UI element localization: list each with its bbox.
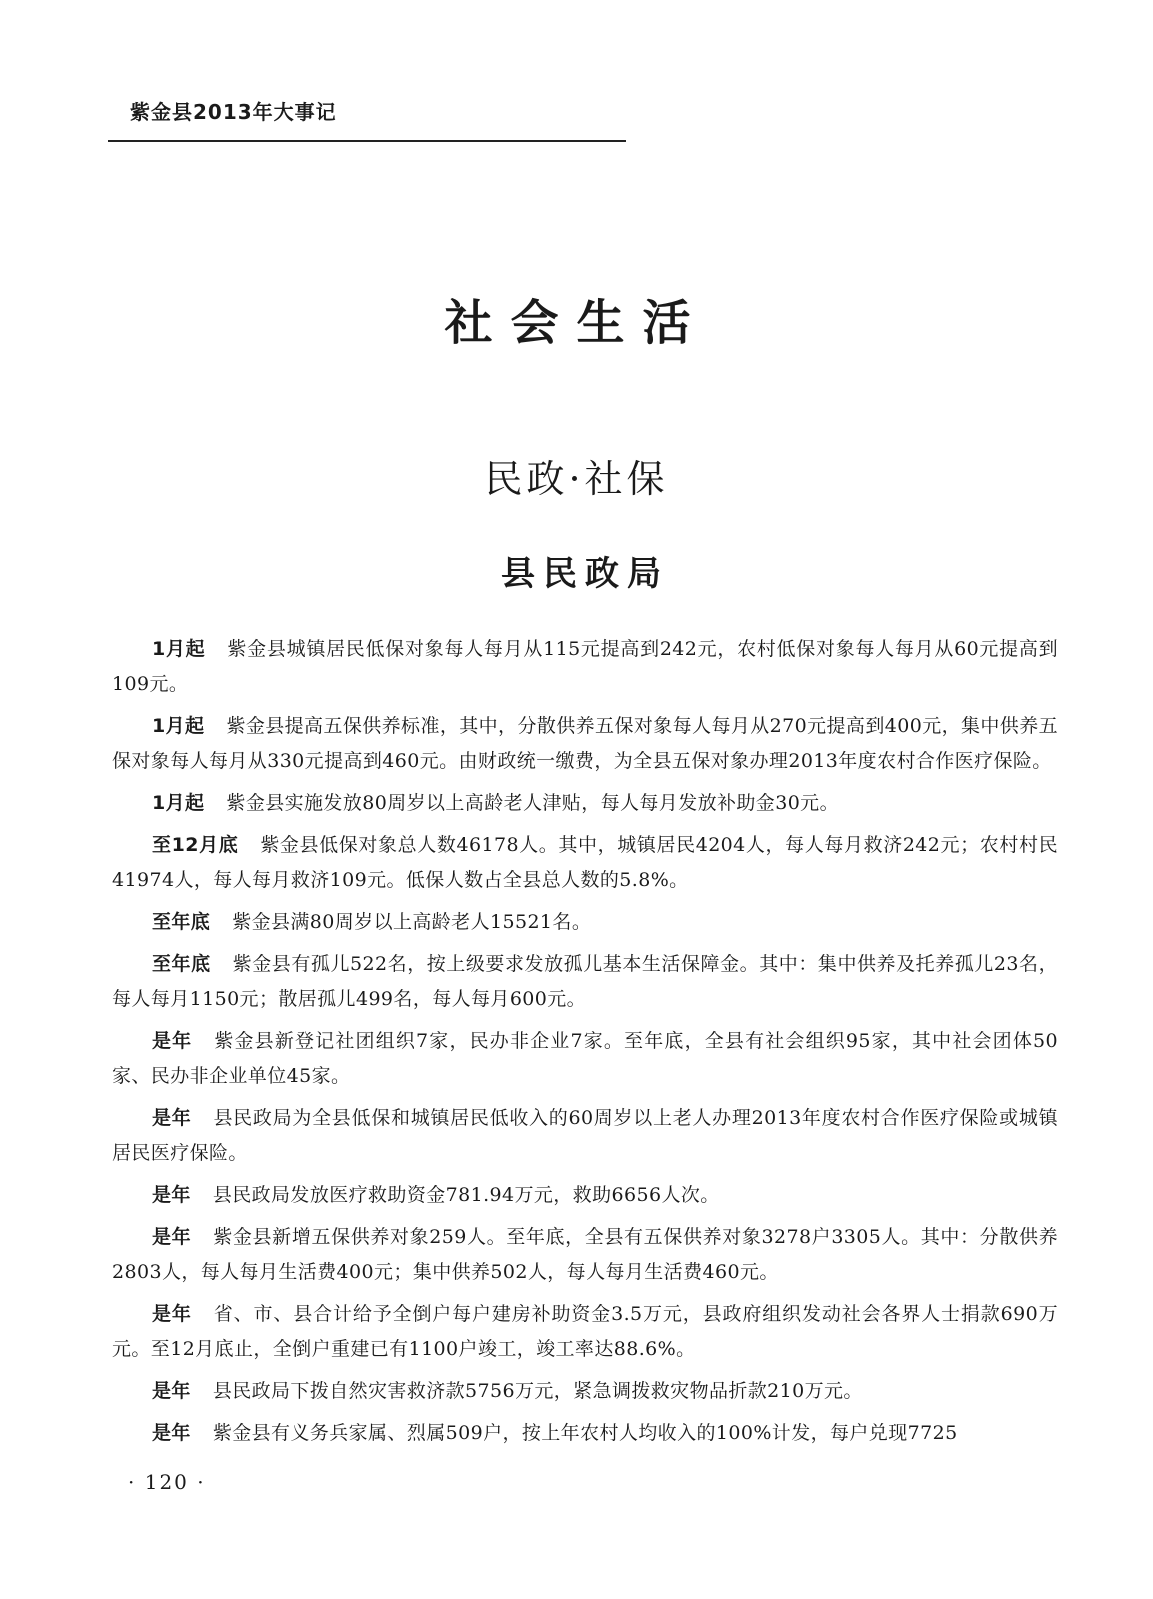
entry-text: 紫金县低保对象总人数46178人。其中，城镇居民4204人，每人每月救济242元；农村村民41974人，每人每月救济109元。低保人数占全县总人数的5.8%。: [112, 834, 1058, 891]
entry-date: 是年: [152, 1107, 192, 1129]
entry-text: 紫金县有孤儿522名，按上级要求发放孤儿基本生活保障金。其中：集中供养及托养孤儿23名，每人每月1150元；散居孤儿499名，每人每月600元。: [112, 953, 1058, 1010]
entry: [112, 947, 1058, 1017]
page-number: · 120 ·: [128, 1470, 206, 1494]
entry-text: 紫金县满80周岁以上高龄老人15521名。: [232, 911, 592, 933]
entry-date: 1月起: [152, 792, 205, 814]
entry: [112, 1024, 1058, 1094]
entry-list: [112, 632, 1058, 1458]
entry-text: 紫金县新增五保供养对象259人。至年底，全县有五保供养对象3278户3305人。其中：分散供养2803人，每人每月生活费400元；集中供养502人，每人每月生活费460元。: [112, 1226, 1058, 1283]
entry-date: 至年底: [152, 911, 211, 933]
entry-text: 省、市、县合计给予全倒户每户建房补助资金3.5万元，县政府组织发动社会各界人士捐款690万元。至12月底止，全倒户重建已有1100户竣工，竣工率达88.6%。: [112, 1303, 1058, 1360]
entry-date: 至12月底: [152, 834, 239, 856]
entry-date: 是年: [152, 1226, 192, 1248]
entry-date: 是年: [152, 1422, 191, 1444]
entry: [112, 709, 1058, 779]
entry: [112, 1416, 1058, 1451]
entry-text: 紫金县实施发放80周岁以上高龄老人津贴，每人每月发放补助金30元。: [226, 792, 839, 814]
entry-text: 县民政局发放医疗救助资金781.94万元，救助6656人次。: [212, 1184, 720, 1206]
section-title: 民政·社保: [484, 457, 669, 501]
entry: [112, 786, 1058, 821]
entry-date: 至年底: [152, 953, 211, 975]
entry: [112, 632, 1058, 702]
entry: [112, 1220, 1058, 1290]
entry-date: 是年: [152, 1380, 191, 1402]
entry-text: 紫金县新登记社团组织7家，民办非企业7家。至年底，全县有社会组织95家，其中社会团体50家、民办非企业单位45家。: [112, 1030, 1058, 1087]
entry: [112, 828, 1058, 898]
entry-date: 是年: [152, 1303, 192, 1325]
entry-date: 是年: [152, 1184, 191, 1206]
entry-text: 紫金县城镇居民低保对象每人每月从115元提高到242元，农村低保对象每人每月从60元提高到109元。: [112, 638, 1059, 695]
header-rule: [108, 140, 626, 142]
entry: [112, 1374, 1058, 1409]
entry: [112, 1178, 1058, 1213]
entry-text: 县民政局为全县低保和城镇居民低收入的60周岁以上老人办理2013年度农村合作医疗保险或城镇居民医疗保险。: [112, 1107, 1058, 1164]
running-header: 紫金县2013年大事记: [130, 100, 337, 124]
entry-date: 1月起: [152, 638, 206, 660]
entry-date: 是年: [152, 1030, 193, 1052]
entry: [112, 1297, 1058, 1367]
chapter-title: 社会生活: [444, 295, 709, 351]
subsection-title: 县民政局: [501, 554, 669, 594]
entry: [112, 1101, 1058, 1171]
entry-text: 紫金县提高五保供养标准，其中，分散供养五保对象每人每月从270元提高到400元，集中供养五保对象每人每月从330元提高到460元。由财政统一缴费，为全县五保对象办理2013年度农村合作医疗保险。: [112, 715, 1058, 772]
entry-text: 县民政局下拨自然灾害救济款5756万元，紧急调拨救灾物品折款210万元。: [212, 1380, 863, 1402]
entry-text: 紫金县有义务兵家属、烈属509户，按上年农村人均收入的100%计发，每户兑现7725: [212, 1422, 958, 1444]
entry: [112, 905, 1058, 940]
entry-date: 1月起: [152, 715, 205, 737]
